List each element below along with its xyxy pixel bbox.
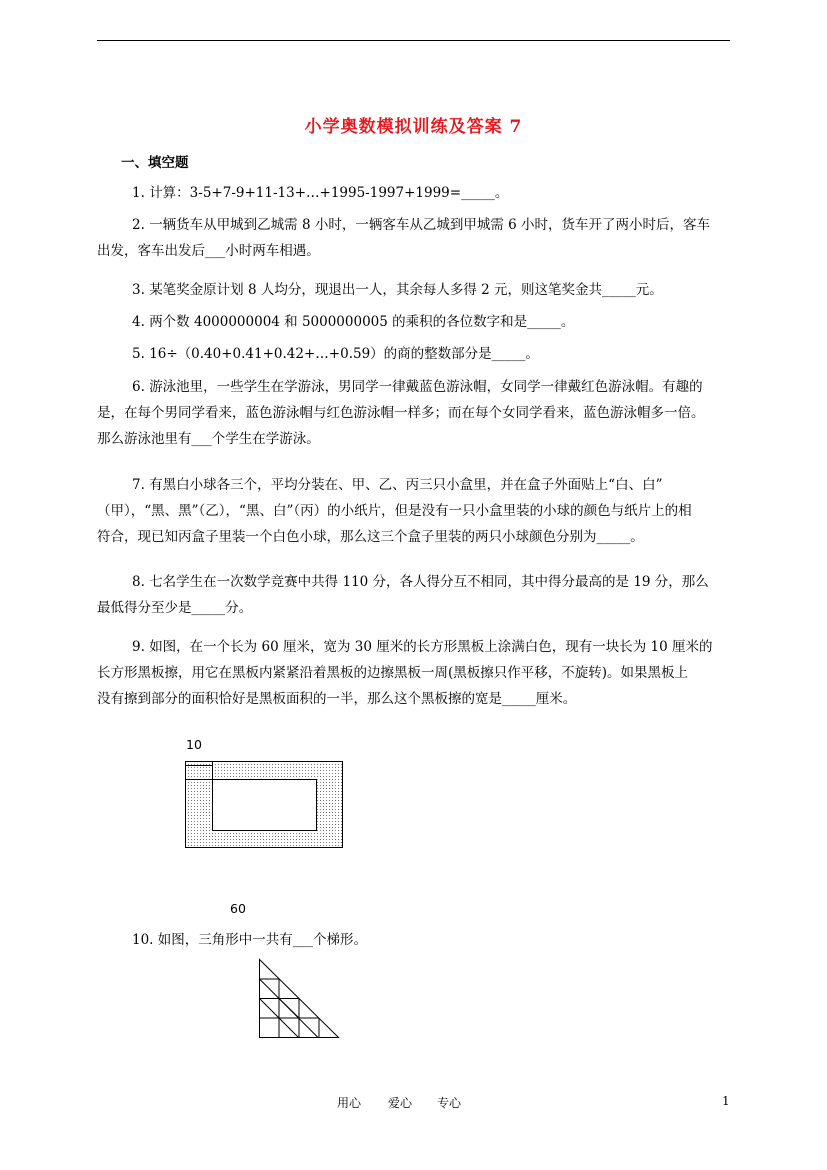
question-6: 6. 游泳池里，一些学生在学游泳，男同学一律戴蓝色游泳帽，女同学一律戴红色游泳帽。有趣的 是，在每个男同学看来，蓝色游泳帽与红色游泳帽一样多；而在每个女同学看来，蓝色游泳帽多一倍。 那么游泳池里有___个学生在学游泳。 bbox=[97, 379, 705, 447]
question-8: 8. 七名学生在一次数学竞赛中共得 110 分，各人得分互不相同，其中得分最高的是 19 分，那么 最低得分至少是_____分。 bbox=[97, 574, 709, 616]
question-7: 7. 有黑白小球各三个，平均分装在、甲、乙、丙三只小盒里，并在盒子外面贴上“白、白” （甲），“黑、黑”（乙），“黑、白”（丙）的小纸片，但是没有一只小盒里装的小球的颜色与纸片上的相 符合，现已知丙盒子里装一个白色小球，那么这三个盒子里装的两只小球颜色分别为_____。 bbox=[97, 477, 692, 545]
question-2: 2. 一辆货车从甲城到乙城需 8 小时，一辆客车从乙城到甲城需 6 小时，货车开了两小时后，客车 出发，客车出发后___小时两车相遇。 bbox=[97, 217, 711, 259]
header-rule bbox=[97, 40, 730, 41]
question-1: 1. 计算：3-5+7-9+11-13+…+1995-1997+1999=_____。 bbox=[132, 185, 509, 201]
page-title: 小学奥数模拟训练及答案 7 bbox=[304, 117, 523, 137]
figure-9-bottom-label: 60 bbox=[230, 901, 246, 916]
question-4: 4. 两个数 4000000004 和 5000000005 的乘积的各位数字和是_____。 bbox=[132, 314, 575, 330]
triangle-figure bbox=[256, 956, 342, 1040]
question-10: 10. 如图，三角形中一共有___个梯形。 bbox=[132, 932, 368, 948]
footer-item-3: 专心 bbox=[437, 1096, 462, 1110]
section-heading: 一、填空题 bbox=[121, 155, 189, 171]
blackboard-figure bbox=[184, 760, 346, 850]
eraser bbox=[186, 762, 213, 780]
question-9: 9. 如图，在一个长为 60 厘米，宽为 30 厘米的长方形黑板上涂满白色，现有一块长为 10 厘米的 长方形黑板擦，用它在黑板内紧紧沿着黑板的边擦黑板一周(黑板擦只作平移，不旋转)。如果黑板上 没有擦到部分的面积恰好是黑板面积的一半，那么这个黑板擦的宽是_____厘米。 bbox=[97, 639, 713, 707]
unerased-region bbox=[213, 780, 317, 831]
question-5: 5. 16÷（0.40+0.41+0.42+…+0.59）的商的整数部分是_____。 bbox=[132, 346, 539, 362]
question-3: 3. 某笔奖金原计划 8 人均分，现退出一人，其余每人多得 2 元，则这笔奖金共_____元。 bbox=[132, 282, 663, 298]
figure-9-top-label: 10 bbox=[186, 737, 202, 752]
page-number: 1 bbox=[722, 1094, 730, 1108]
footer-item-2: 爱心 bbox=[388, 1096, 413, 1110]
footer-item-1: 用心 bbox=[337, 1096, 362, 1110]
